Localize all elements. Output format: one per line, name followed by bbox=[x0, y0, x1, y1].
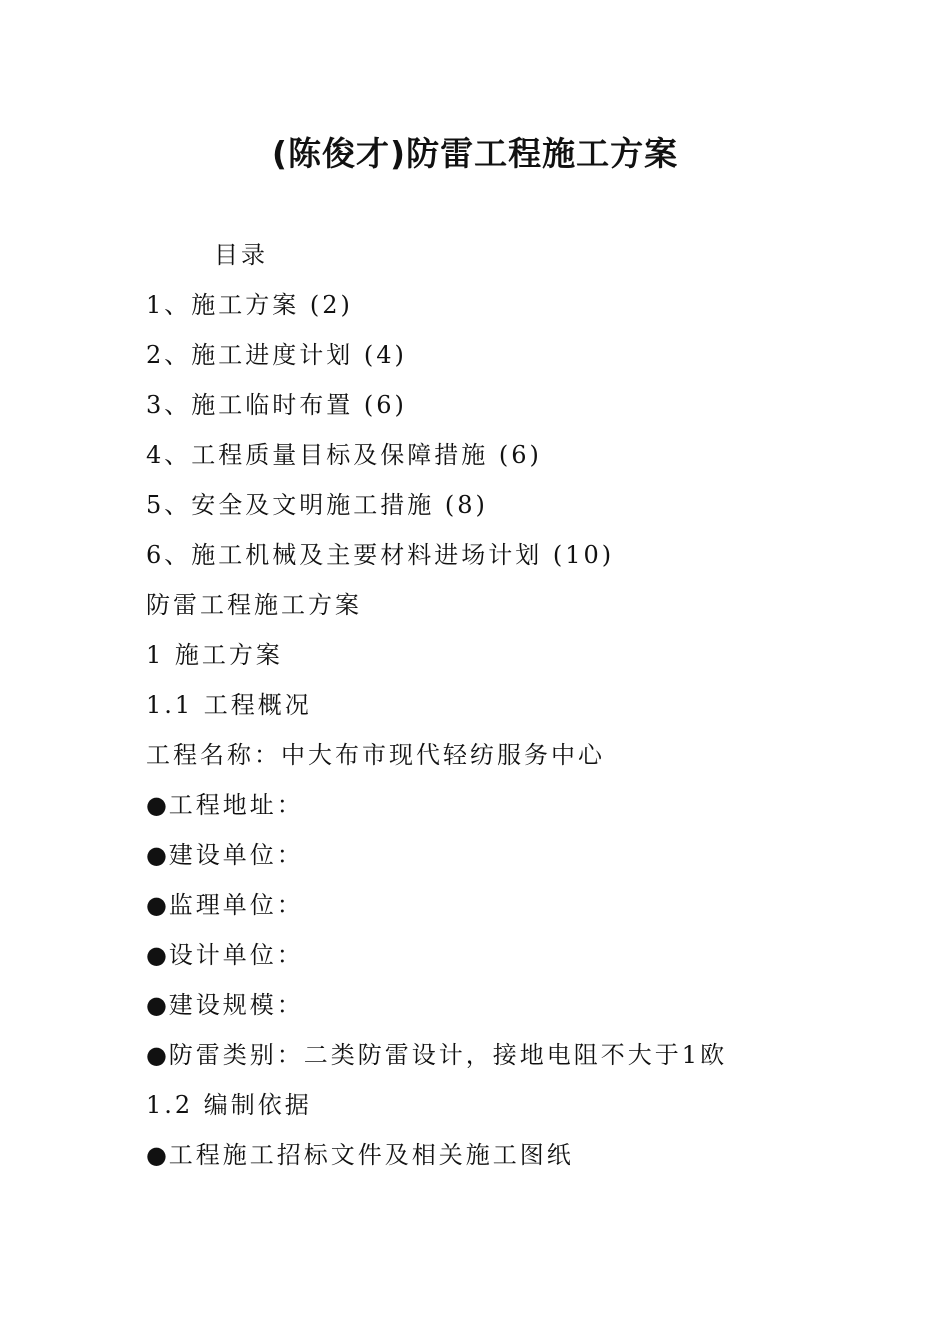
basis-item bbox=[146, 1130, 906, 1180]
overview-item bbox=[146, 930, 906, 980]
heading-1: 1 施工方案 bbox=[146, 641, 283, 669]
section-title: 防雷工程施工方案 bbox=[146, 591, 362, 619]
overview-item-text: 工程地址： bbox=[168, 791, 304, 819]
overview-item bbox=[146, 1030, 906, 1080]
toc-item: 4、工程质量目标及保障措施 (6) bbox=[146, 441, 542, 469]
toc-item: 2、施工进度计划 (4) bbox=[146, 341, 407, 369]
overview-item bbox=[146, 780, 906, 830]
basis-item-text: 工程施工招标文件及相关施工图纸 bbox=[168, 1141, 574, 1169]
toc-item: 5、安全及文明施工措施 (8) bbox=[146, 491, 488, 519]
overview-item-text: 建设规模： bbox=[168, 991, 304, 1019]
project-name: 工程名称：中大布市现代轻纺服务中心 bbox=[146, 741, 605, 769]
document-title: (陈俊才)防雷工程施工方案 bbox=[271, 134, 679, 173]
bullet-icon: ● bbox=[146, 991, 170, 1019]
overview-item bbox=[146, 830, 906, 880]
bullet-icon: ● bbox=[146, 891, 170, 919]
overview-item bbox=[146, 980, 906, 1030]
toc-heading: 目录 bbox=[214, 241, 268, 269]
overview-item-text: 设计单位： bbox=[168, 941, 304, 969]
bullet-icon: ● bbox=[146, 941, 170, 969]
toc-item: 6、施工机械及主要材料进场计划 (10) bbox=[146, 541, 615, 569]
overview-item-text: 防雷类别：二类防雷设计，接地电阻不大于1欧 bbox=[168, 1041, 728, 1069]
document-body bbox=[146, 230, 906, 1180]
bullet-icon: ● bbox=[146, 791, 170, 819]
toc-item: 1、施工方案 (2) bbox=[146, 291, 353, 319]
overview-item-text: 建设单位： bbox=[168, 841, 304, 869]
bullet-icon: ● bbox=[146, 841, 170, 869]
heading-1-1: 1.1 工程概况 bbox=[146, 691, 312, 719]
overview-item-text: 监理单位： bbox=[168, 891, 304, 919]
bullet-icon: ● bbox=[146, 1041, 170, 1069]
overview-item bbox=[146, 880, 906, 930]
heading-1-2: 1.2 编制依据 bbox=[146, 1091, 312, 1119]
bullet-icon: ● bbox=[146, 1141, 170, 1169]
toc-item: 3、施工临时布置 (6) bbox=[146, 391, 407, 419]
